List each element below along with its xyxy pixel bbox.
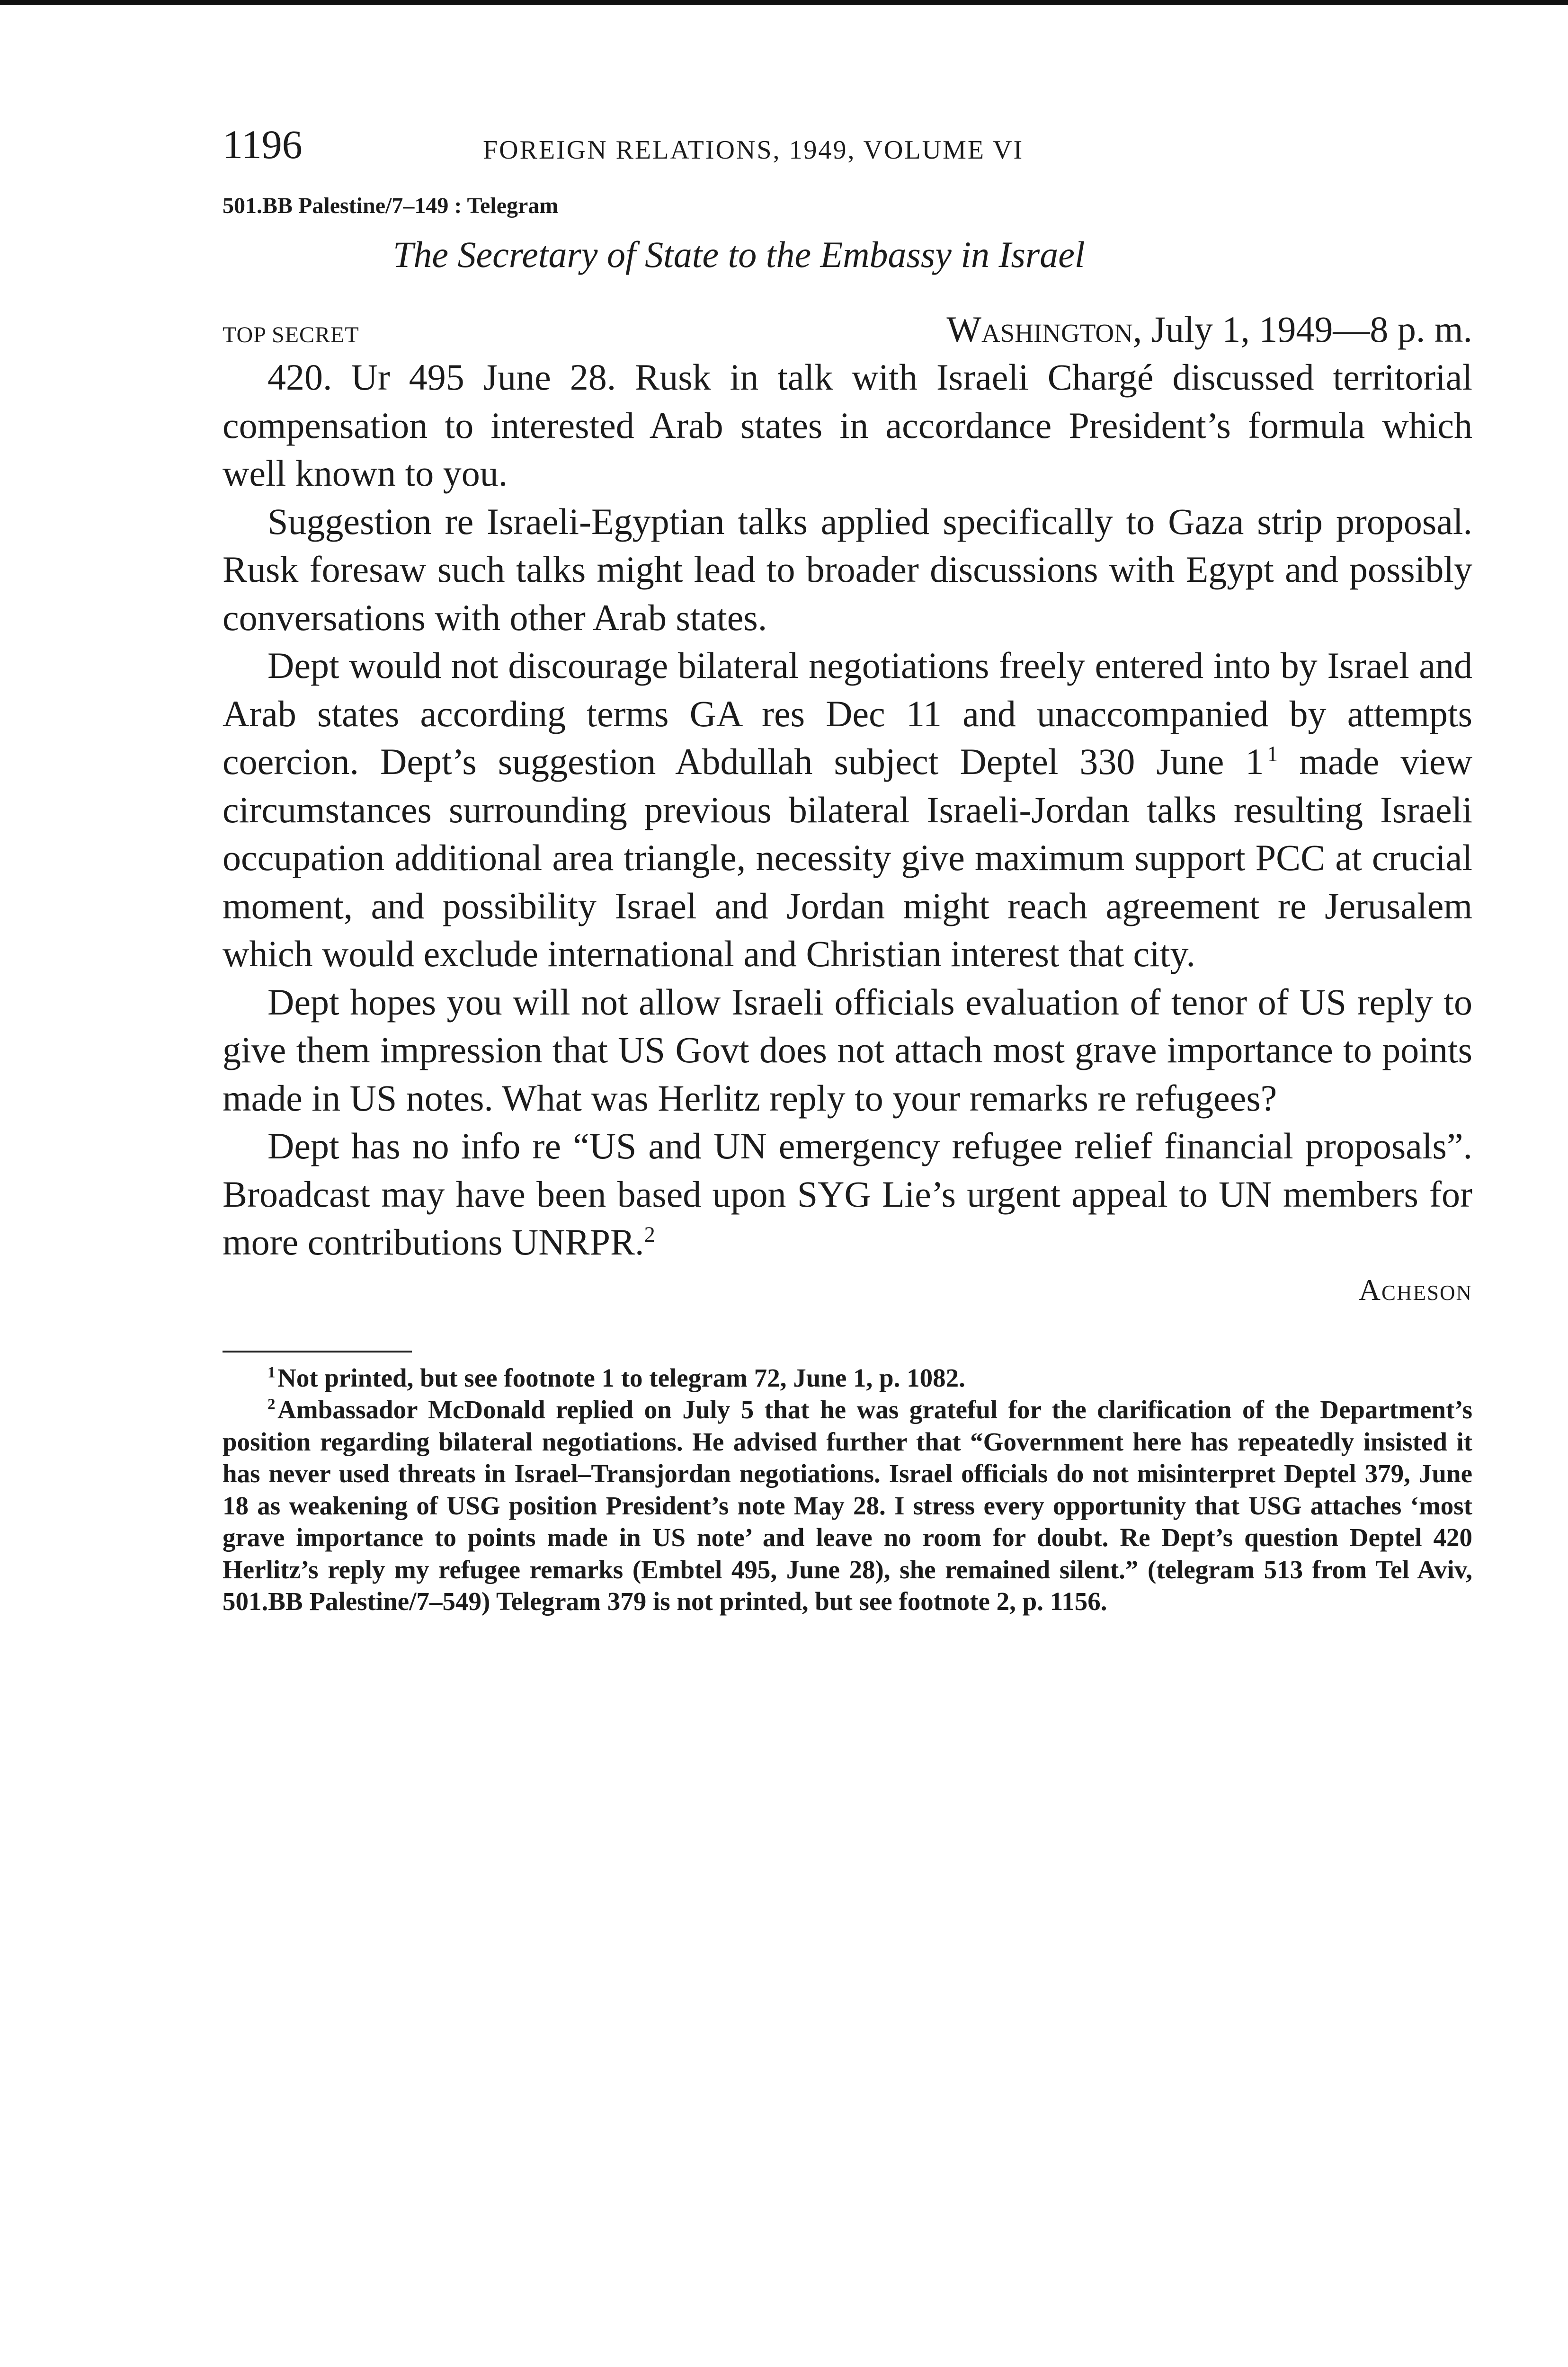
date-time: , July 1, 1949—8 p. m.: [1132, 309, 1472, 350]
running-title: FOREIGN RELATIONS, 1949, VOLUME VI: [483, 135, 1024, 165]
body-paragraph: 420. Ur 495 June 28. Rusk in talk with Israeli Chargé discussed territorial compensation to interested Arab states in accordance President’s formula which well known to you.: [223, 356, 1472, 494]
footnote: [223, 1362, 1472, 1394]
page-number: 1196: [223, 122, 303, 167]
document-title: The Secretary of State to the Embassy in Israel: [393, 234, 1085, 275]
body-paragraph: [223, 1122, 1472, 1266]
classification-label: TOP SECRET: [223, 322, 359, 347]
paragraph-text: made view circumstances surrounding previous bilateral Israeli-Jordan talks resulting Israeli occupation additional area triangle, necessity give maximum support PCC at crucial moment, and possibility Israel and Jordan might reach agreement re Jerusalem which would exclude international and Christian interest that city.: [223, 741, 1473, 974]
top-edge-rule: [0, 0, 1568, 5]
footnote-reference: 2: [644, 1222, 655, 1247]
body-paragraph: [223, 641, 1472, 978]
file-reference: 501.BB Palestine/7–149 : Telegram: [223, 193, 559, 218]
paragraph-text: Dept has no info re “US and UN emergency refugee relief financial proposals”. Broadcast may have been based upon SYG Lie’s urgent appeal to UN members for more contributions UNRPR.: [223, 1125, 1472, 1263]
footnote-text: Ambassador McDonald replied on July 5 that he was grateful for the clarification of the Department’s position regarding bilateral negotiations. He advised further that “Government here has repeatedly insisted it has never used threats in Israel–Transjordan negotiations. Israel officials do not misinterpret Deptel 379, June 18 as weakening of USG position President’s note May 28. I stress every opportunity that USG attaches ‘most grave importance to points made in US note’ and leave no room for doubt. Re Dept’s question Deptel 420 Herlitz’s reply my refugee remarks (Embtel 495, June 28), she remained silent.” (telegram 513 from Tel Aviv, 501.BB Palestine/7–549) Telegram 379 is not printed, but see footnote 2, p. 1156.: [223, 1395, 1472, 1616]
footnotes: [223, 1362, 1472, 1618]
dateline: [223, 306, 1472, 353]
footnote-text: Not printed, but see footnote 1 to telegram 72, June 1, p. 1082.: [277, 1363, 965, 1392]
body-paragraph: Suggestion re Israeli-Egyptian talks applied specifically to Gaza strip proposal. Rusk foresaw such talks might lead to broader discussions with Egypt and possibly conversations with other Arab states.: [223, 500, 1472, 638]
footnote-mark: 1: [267, 1364, 276, 1381]
signature: Acheson: [1358, 1272, 1472, 1307]
footnote: [223, 1394, 1472, 1618]
running-head: [223, 118, 1472, 170]
document-page: [223, 118, 1472, 1618]
place-name: Washington: [946, 309, 1133, 350]
footnote-reference: 1: [1266, 742, 1278, 766]
place-and-date: [946, 306, 1472, 353]
body-paragraph: Dept hopes you will not allow Israeli officials evaluation of tenor of US reply to give them impression that US Govt does not attach most grave importance to points made in US notes. What was Herlitz reply to your remarks re refugees?: [223, 981, 1472, 1119]
footnote-divider: [223, 1351, 412, 1353]
footnote-mark: 2: [267, 1396, 276, 1413]
paragraph-text: Dept would not discourage bilateral negotiations freely entered into by Israel and Arab states according terms GA res Dec 11 and unaccompanied by attempts coercion. Dept’s suggestion Abdullah subject Deptel 330 June 1: [223, 645, 1472, 782]
telegram-body: [223, 353, 1472, 1266]
